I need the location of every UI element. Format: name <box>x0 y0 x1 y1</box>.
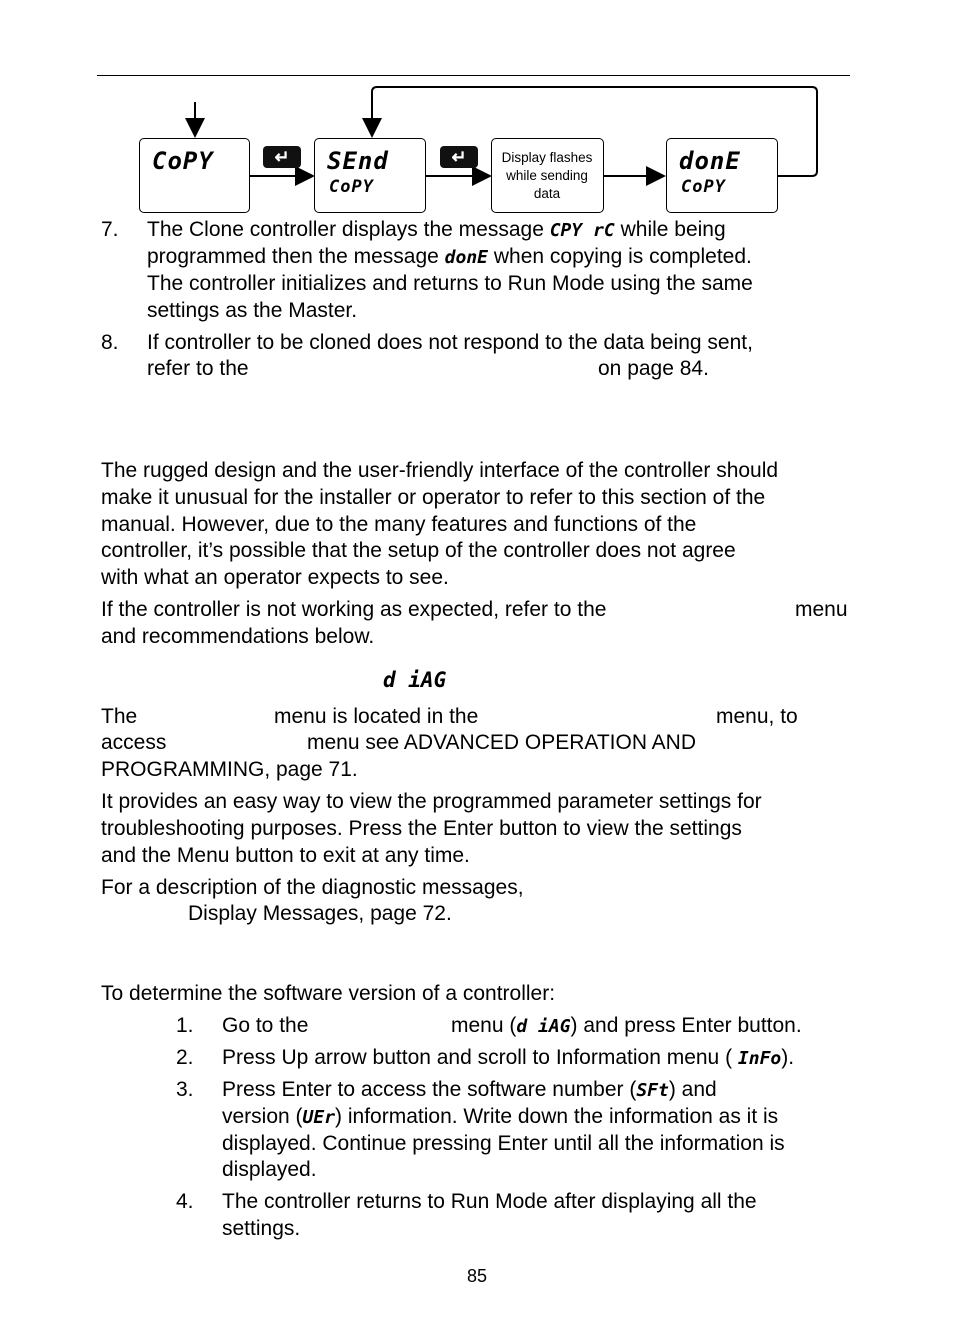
note-line: Display flashes <box>501 150 593 165</box>
paragraph-line: and recommendations below. <box>101 625 375 648</box>
step-line: displayed. Continue pressing Enter until all the information is <box>222 1132 785 1155</box>
menu-code: UEr <box>302 1107 336 1128</box>
step-number: 2. <box>176 1046 194 1069</box>
display-done-subtext: CoPY <box>681 177 726 197</box>
step-number: 3. <box>176 1078 194 1101</box>
display-send-text: SEnd <box>327 147 389 175</box>
step-line: displayed. <box>222 1158 317 1181</box>
display-send-subtext: CoPY <box>329 177 374 197</box>
step-line: menu (d iAG) and press Enter button. <box>451 1014 802 1037</box>
list-item-line: settings as the Master. <box>147 299 358 322</box>
list-item-line: The Clone controller displays the message CPY rC while being <box>147 218 726 241</box>
paragraph-line: menu <box>795 598 848 621</box>
step-number: 1. <box>176 1014 194 1037</box>
paragraph-line: troubleshooting purposes. Press the Enter button to view the settings <box>101 817 742 840</box>
paragraph-line: with what an operator expects to see. <box>101 566 449 589</box>
display-box-copy <box>139 138 250 213</box>
step-line: Press Enter to access the software number (SFt) and <box>222 1078 717 1101</box>
display-box-done <box>666 138 778 213</box>
paragraph-line: controller, it’s possible that the setup of the controller does not agree <box>101 539 736 562</box>
paragraph-line: The rugged design and the user-friendly interface of the controller should <box>101 459 779 482</box>
paragraph-line: PROGRAMMING, page 71. <box>101 758 358 781</box>
step-line: settings. <box>222 1217 301 1240</box>
paragraph-line: menu is located in the <box>274 705 479 728</box>
paragraph-line: menu see ADVANCED OPERATION AND <box>307 731 697 754</box>
paragraph-line: Display Messages, page 72. <box>188 902 452 925</box>
menu-code: d iAG <box>516 1016 571 1037</box>
step-line: version (UEr) information. Write down the information as it is <box>222 1105 779 1128</box>
display-done-text: donE <box>679 147 741 175</box>
paragraph-line: and the Menu button to exit at any time. <box>101 844 470 867</box>
paragraph-line: manual. However, due to the many features and functions of the <box>101 513 697 536</box>
display-box-send <box>314 138 426 213</box>
paragraph-line: The <box>101 705 138 728</box>
step-number: 4. <box>176 1190 194 1213</box>
message-code: CPY rC <box>549 220 615 241</box>
paragraph-line: access <box>101 731 167 754</box>
paragraph-line: To determine the software version of a controller: <box>101 982 556 1005</box>
enter-icon: ↵ <box>440 146 478 168</box>
paragraph-line: It provides an easy way to view the programmed parameter settings for <box>101 790 762 813</box>
menu-code: SFt <box>636 1080 669 1101</box>
paragraph-line: If the controller is not working as expected, refer to the <box>101 598 607 621</box>
enter-icon: ↵ <box>263 146 301 168</box>
paragraph-line: For a description of the diagnostic messages, <box>101 876 524 899</box>
note-box <box>491 138 604 213</box>
step-line: Go to the <box>222 1014 309 1037</box>
display-copy-text: CoPY <box>152 147 214 175</box>
step-line: The controller returns to Run Mode after displaying all the <box>222 1190 757 1213</box>
diag-menu-code: d iAG <box>383 668 447 692</box>
message-code: donE <box>444 247 489 268</box>
paragraph-line: make it unusual for the installer or operator to refer to this section of the <box>101 486 766 509</box>
list-item-line: The controller initializes and returns to Run Mode using the same <box>147 272 753 295</box>
page-number: 85 <box>466 1266 488 1286</box>
note-line: while sending <box>506 168 588 183</box>
list-number: 7. <box>101 218 119 241</box>
menu-code: InFo <box>737 1048 782 1069</box>
note-line: data <box>533 186 561 201</box>
list-item-line: programmed then the message donE when copying is completed. <box>147 245 752 268</box>
list-item-line: refer to the <box>147 357 249 380</box>
list-item-line: If controller to be cloned does not respond to the data being sent, <box>147 331 753 354</box>
paragraph-line: menu, to <box>716 705 798 728</box>
list-number: 8. <box>101 331 119 354</box>
step-line: Press Up arrow button and scroll to Information menu ( InFo). <box>222 1046 795 1069</box>
list-item-line: on page 84. <box>598 357 709 380</box>
